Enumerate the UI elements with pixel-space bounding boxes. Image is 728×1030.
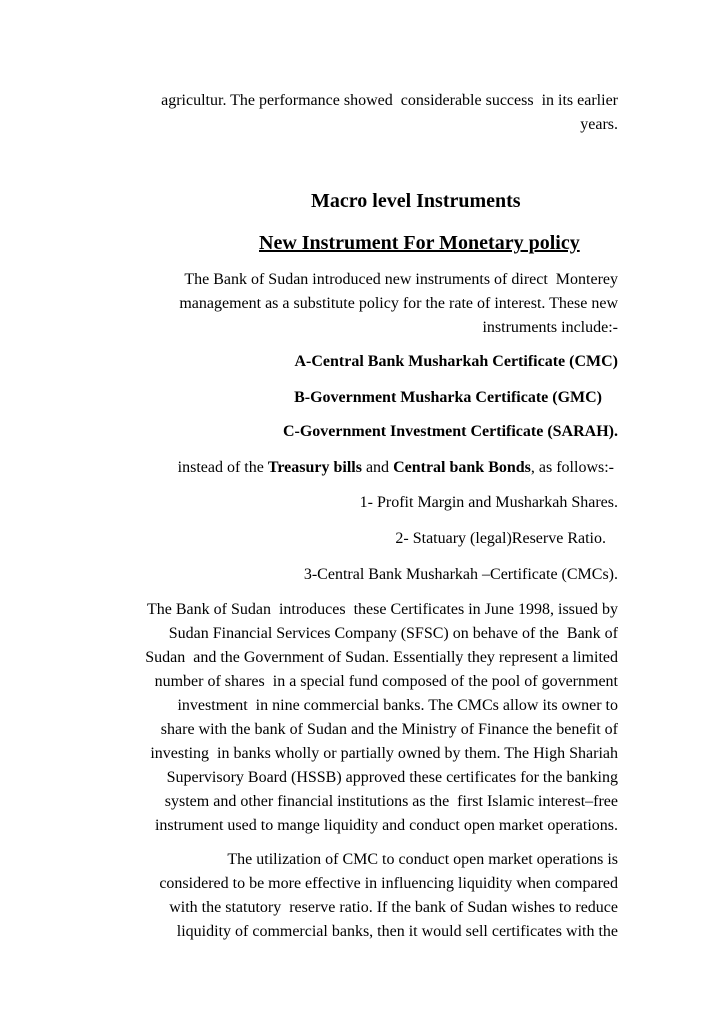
instead-pre: instead of the — [177, 459, 268, 476]
paragraph-2-line-2: Sudan Financial Services Company (SFSC) on behave of the Bank of — [168, 625, 618, 642]
instead-post: , as follows:- — [530, 459, 614, 476]
instead-and: and — [361, 459, 394, 476]
paragraph-1-line-3: instruments include:- — [482, 319, 618, 336]
paragraph-3-line-3: with the statutory reserve ratio. If the bank of Sudan wishes to reduce — [169, 899, 618, 916]
paragraph-2-line-7: investing in banks wholly or partially owned by them. The High Shariah — [150, 745, 618, 762]
paragraph-2-line-1: The Bank of Sudan introduces these Certificates in June 1998, issued by — [146, 601, 618, 618]
instrument-item-c: C-Government Investment Certificate (SARAH). — [282, 423, 618, 440]
paragraph-2-line-6: share with the bank of Sudan and the Ministry of Finance the benefit of — [160, 721, 618, 738]
paragraph-3-line-1: The utilization of CMC to conduct open market operations is — [227, 851, 618, 868]
list-item-3: 3-Central Bank Musharkah –Certificate (CMCs). — [303, 566, 618, 583]
paragraph-2-line-10: instrument used to mange liquidity and conduct open market operations. — [154, 817, 618, 834]
instrument-item-b: B-Government Musharka Certificate (GMC) — [294, 389, 602, 406]
instead-line — [178, 456, 614, 480]
intro-line-1: agricultur. The performance showed considerable success in its earlier — [161, 92, 618, 109]
paragraph-2-line-3: Sudan and the Government of Sudan. Essentially they represent a limited — [145, 649, 618, 666]
treasury-bills-term: Treasury bills — [267, 459, 362, 476]
paragraph-1-line-2: management as a substitute policy for the rate of interest. These new — [179, 295, 618, 312]
paragraph-2-line-9: system and other financial institutions as the first Islamic interest–free — [164, 793, 618, 810]
section-heading: Macro level Instruments — [311, 190, 521, 212]
instrument-item-a: A-Central Bank Musharkah Certificate (CMC) — [294, 353, 618, 370]
paragraph-3-line-2: considered to be more effective in influencing liquidity when compared — [159, 875, 618, 892]
paragraph-1-line-1: The Bank of Sudan introduced new instruments of direct Monterey — [184, 271, 618, 288]
list-item-1: 1- Profit Margin and Musharkah Shares. — [359, 494, 618, 511]
paragraph-2-line-5: investment in nine commercial banks. The CMCs allow its owner to — [177, 697, 618, 714]
paragraph-3-line-4: liquidity of commercial banks, then it would sell certificates with the — [176, 923, 618, 940]
central-bank-bonds-term: Central bank Bonds — [393, 459, 531, 476]
intro-line-2: years. — [580, 116, 618, 133]
paragraph-2-line-8: Supervisory Board (HSSB) approved these certificates for the banking — [166, 769, 618, 786]
subsection-heading: New Instrument For Monetary policy — [259, 232, 580, 254]
list-item-2: 2- Statuary (legal)Reserve Ratio. — [395, 530, 606, 547]
paragraph-2-line-4: number of shares in a special fund composed of the pool of government — [154, 673, 618, 690]
